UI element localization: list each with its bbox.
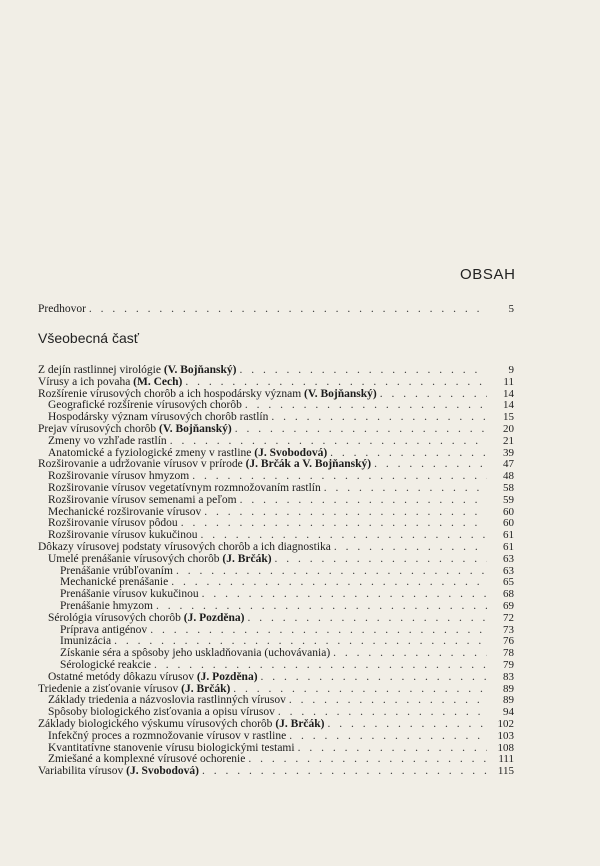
toc-entry-title: Infekčný proces a rozmnožovanie vírusov v rastline [48, 730, 287, 742]
toc-entry-page: 78 [503, 647, 514, 660]
toc-entry-author: (J. Brčák) [275, 718, 325, 730]
toc-entry-title: Rozširovanie a udržovanie vírusov v prírode [38, 459, 243, 471]
toc-entry-page: 76 [503, 635, 514, 648]
toc-entry-page: 111 [498, 753, 514, 766]
toc-entry-author: (J. Brčák a V. Bojňanský) [245, 459, 372, 471]
leader-dots [154, 660, 487, 672]
toc-entry-author: (V. Bojňanský) [159, 423, 232, 435]
toc-entry-title: Imunizácia [60, 636, 112, 648]
toc-entry-text [48, 731, 286, 743]
toc-entry-text [48, 400, 242, 412]
toc-entry-text [48, 412, 268, 424]
toc-entry [38, 377, 514, 389]
toc-entry-title: Rozširovanie vírusov kukučinou [48, 530, 198, 542]
toc-entry-text [48, 672, 258, 684]
toc-entry-title: Zmiešané a komplexné vírusové ochorenie [48, 754, 246, 766]
leader-dots [181, 518, 487, 530]
toc-entry-page: 60 [503, 505, 514, 518]
toc-entry [38, 412, 514, 424]
toc-entry [38, 483, 514, 495]
toc-entry-text [48, 743, 295, 755]
toc-entry [38, 589, 514, 601]
toc-entry-author: (J. Brčák) [181, 683, 231, 695]
toc-entry-page: 60 [503, 517, 514, 530]
leader-dots [89, 304, 487, 316]
toc-entry [38, 495, 514, 507]
toc-entry-page: 14 [503, 399, 514, 412]
toc-entry-author: (J. Brčák) [222, 553, 272, 565]
toc-entry [38, 672, 514, 684]
toc-entry [38, 436, 514, 448]
toc-entry-title: Základy biologického výskumu vírusových chorôb [38, 718, 273, 730]
leader-dots [380, 389, 487, 401]
toc-entry [38, 766, 514, 778]
toc-entry [38, 554, 514, 566]
toc-entry-author: (J. Svobodová) [254, 447, 328, 459]
leader-dots [298, 743, 487, 755]
toc-entry [38, 566, 514, 578]
leader-dots [248, 754, 487, 766]
toc-entry-page: 63 [503, 552, 514, 565]
toc-entry-title: Základy triedenia a názvoslovia rastlinných vírusov [48, 695, 286, 707]
toc-entry [38, 459, 514, 471]
toc-entry [38, 530, 514, 542]
toc-entry-text [48, 436, 167, 448]
toc-entry-page: 47 [503, 458, 514, 471]
toc-entry [38, 471, 514, 483]
toc-entry-text [48, 483, 321, 495]
leader-dots [114, 636, 487, 648]
leader-dots [324, 483, 487, 495]
toc-entry-title: Rozširovanie vírusov vegetatívnym rozmnožovaním rastlín [48, 482, 321, 494]
leader-dots [156, 601, 487, 613]
leader-dots [171, 577, 487, 589]
toc-entry [38, 577, 514, 589]
leader-dots [271, 412, 487, 424]
toc-entry-author: (J. Pozděna) [196, 671, 258, 683]
toc-entry-text [60, 636, 111, 648]
toc-entry-title: Hospodársky význam vírusových chorôb rastlín [48, 412, 269, 424]
toc-entry-title: Rozširovanie vírusov hmyzom [48, 471, 190, 483]
toc-entry-title: Prenášanie hmyzom [60, 600, 153, 612]
toc-entry-page: 59 [503, 493, 514, 506]
table-of-contents [38, 365, 514, 778]
toc-entry-page: 63 [503, 564, 514, 577]
toc-entry-title: Rozšírenie vírusových chorôb a ich hospodársky význam [38, 388, 302, 400]
toc-entry [38, 695, 514, 707]
toc-entry [38, 518, 514, 530]
leader-dots [245, 400, 487, 412]
leader-dots [233, 684, 487, 696]
toc-entry-page: 48 [503, 470, 514, 483]
toc-entry-text [38, 389, 377, 401]
toc-entry-text [60, 589, 199, 601]
toc-entry-title: Prenášanie vrúbľovaním [60, 565, 173, 577]
toc-entry-title: Anatomické a fyziologické zmeny v rastline [48, 447, 252, 459]
toc-entry-page: 68 [503, 588, 514, 601]
toc-entry-title: Mechanické prenášanie [60, 577, 169, 589]
contents-heading: OBSAH [460, 266, 516, 283]
toc-entry-text [60, 566, 173, 578]
toc-entry-page: 20 [503, 422, 514, 435]
toc-entry-text [60, 648, 330, 660]
toc-entry-text [60, 625, 147, 637]
toc-entry-title: Sérologické reakcie [60, 659, 151, 671]
toc-entry-title: Zmeny vo vzhľade rastlín [48, 435, 167, 447]
toc-entry [38, 707, 514, 719]
toc-entry [38, 731, 514, 743]
toc-entry-page: 11 [503, 375, 514, 388]
toc-entry-author: (V. Bojňanský) [304, 388, 377, 400]
toc-entry-title: Sérológia vírusových chorôb [48, 612, 181, 624]
toc-entry-page: 102 [497, 717, 514, 730]
toc-entry [38, 601, 514, 613]
toc-entry-page: 103 [497, 729, 514, 742]
toc-entry-text [60, 577, 168, 589]
toc-entry-page: 72 [503, 611, 514, 624]
leader-dots [289, 695, 487, 707]
toc-entry [38, 365, 514, 377]
toc-entry [38, 684, 514, 696]
leader-dots [150, 625, 487, 637]
toc-entry-text [38, 684, 230, 696]
toc-entry-title: Mechanické rozširovanie vírusov [48, 506, 202, 518]
toc-entry [38, 400, 514, 412]
toc-entry-page: 39 [503, 446, 514, 459]
toc-entry-author: (J. Pozděna) [183, 612, 245, 624]
toc-entry-text [38, 542, 331, 554]
leader-dots [333, 648, 487, 660]
leader-dots [328, 719, 488, 731]
toc-entry-title: Variabilita vírusov [38, 766, 124, 778]
leader-dots [289, 731, 487, 743]
toc-entry-page: 83 [503, 670, 514, 683]
toc-entry-title: Spôsoby biologického zisťovania a opisu vírusov [48, 707, 275, 719]
toc-entry-page: 73 [503, 623, 514, 636]
toc-entry-text [38, 365, 237, 377]
toc-entry [38, 424, 514, 436]
leader-dots [247, 613, 487, 625]
toc-entry-title: Z dejín rastlinnej virológie [38, 365, 161, 376]
toc-entry-title: Umelé prenášanie vírusových chorôb [48, 553, 220, 565]
leader-dots [192, 471, 487, 483]
toc-entry-page: 61 [503, 529, 514, 542]
toc-entry-text [48, 707, 275, 719]
toc-entry-title: Triedenie a zisťovanie vírusov [38, 683, 179, 695]
leader-dots [176, 566, 487, 578]
toc-entry-text [48, 754, 245, 766]
preface-entry [38, 304, 514, 316]
toc-entry [38, 389, 514, 401]
toc-entry-text [48, 695, 286, 707]
toc-entry-author: (J. Svobodová) [126, 766, 200, 778]
toc-entry-text [48, 613, 244, 625]
leader-dots [240, 495, 487, 507]
toc-entry-title: Vírusy a ich povaha [38, 376, 131, 388]
section-title: Všeobecná časť [38, 330, 139, 346]
toc-entry [38, 660, 514, 672]
toc-entry-page: 15 [503, 411, 514, 424]
toc-entry-text [48, 448, 327, 460]
toc-entry [38, 743, 514, 755]
preface-title: Predhovor [38, 304, 86, 315]
toc-entry-page: 61 [503, 540, 514, 553]
leader-dots [202, 766, 487, 778]
leader-dots [202, 589, 487, 601]
leader-dots [334, 542, 487, 554]
toc-entry-author: (V. Bojňanský) [163, 365, 237, 376]
toc-entry-title: Ostatné metódy dôkazu vírusov [48, 671, 194, 683]
toc-entry-text [38, 766, 199, 778]
leader-dots [170, 436, 487, 448]
leader-dots [185, 377, 487, 389]
toc-entry-text [38, 459, 371, 471]
toc-entry-text [48, 507, 201, 519]
toc-entry-text [48, 518, 178, 530]
leader-dots [261, 672, 487, 684]
toc-entry-title: Dôkazy vírusovej podstaty vírusových chorôb a ich diagnostika [38, 541, 331, 553]
toc-entry-title: Geografické rozšírenie vírusových chorôb [48, 400, 242, 412]
toc-entry-title: Kvantitatívne stanovenie vírusu biologickými testami [48, 742, 295, 754]
leader-dots [275, 554, 487, 566]
toc-entry-page: 115 [497, 765, 514, 778]
toc-entry-text [60, 660, 151, 672]
toc-entry-text [48, 471, 189, 483]
toc-entry [38, 507, 514, 519]
leader-dots [330, 448, 487, 460]
toc-entry-page: 89 [503, 694, 514, 707]
toc-entry-page: 9 [508, 364, 514, 376]
toc-entry-page: 14 [503, 387, 514, 400]
toc-entry [38, 542, 514, 554]
toc-entry-text [48, 530, 197, 542]
toc-entry-text [60, 601, 153, 613]
leader-dots [374, 459, 487, 471]
toc-entry-text [38, 377, 182, 389]
toc-entry-text [48, 495, 237, 507]
preface-page: 5 [508, 303, 514, 315]
toc-entry-page: 58 [503, 481, 514, 494]
toc-entry-text [48, 554, 272, 566]
leader-dots [235, 424, 487, 436]
toc-entry-page: 79 [503, 658, 514, 671]
toc-entry [38, 613, 514, 625]
toc-entry-page: 69 [503, 599, 514, 612]
toc-entry-title: Rozširovanie vírusov semenami a peľom [48, 494, 237, 506]
toc-entry-page: 89 [503, 682, 514, 695]
leader-dots [278, 707, 487, 719]
toc-entry-title: Získanie séra a spôsoby jeho uskladňovania (uchovávania) [60, 648, 331, 660]
toc-entry-text [38, 424, 232, 436]
toc-entry-title: Rozširovanie vírusov pôdou [48, 518, 178, 530]
toc-entry-page: 65 [503, 576, 514, 589]
toc-entry [38, 754, 514, 766]
toc-entry [38, 648, 514, 660]
toc-entry-page: 94 [503, 706, 514, 719]
toc-entry-page: 21 [503, 434, 514, 447]
toc-entry-author: (M. Čech) [133, 376, 183, 388]
toc-entry-title: Príprava antigénov [60, 624, 148, 636]
toc-entry [38, 719, 514, 731]
toc-entry-title: Prejav vírusových chorôb [38, 423, 157, 435]
toc-entry [38, 636, 514, 648]
toc-entry-text [38, 719, 325, 731]
toc-entry [38, 625, 514, 637]
leader-dots [240, 365, 488, 377]
leader-dots [204, 507, 487, 519]
toc-entry [38, 448, 514, 460]
toc-entry-page: 108 [497, 741, 514, 754]
leader-dots [200, 530, 487, 542]
toc-entry-title: Prenášanie vírusov kukučinou [60, 589, 199, 601]
